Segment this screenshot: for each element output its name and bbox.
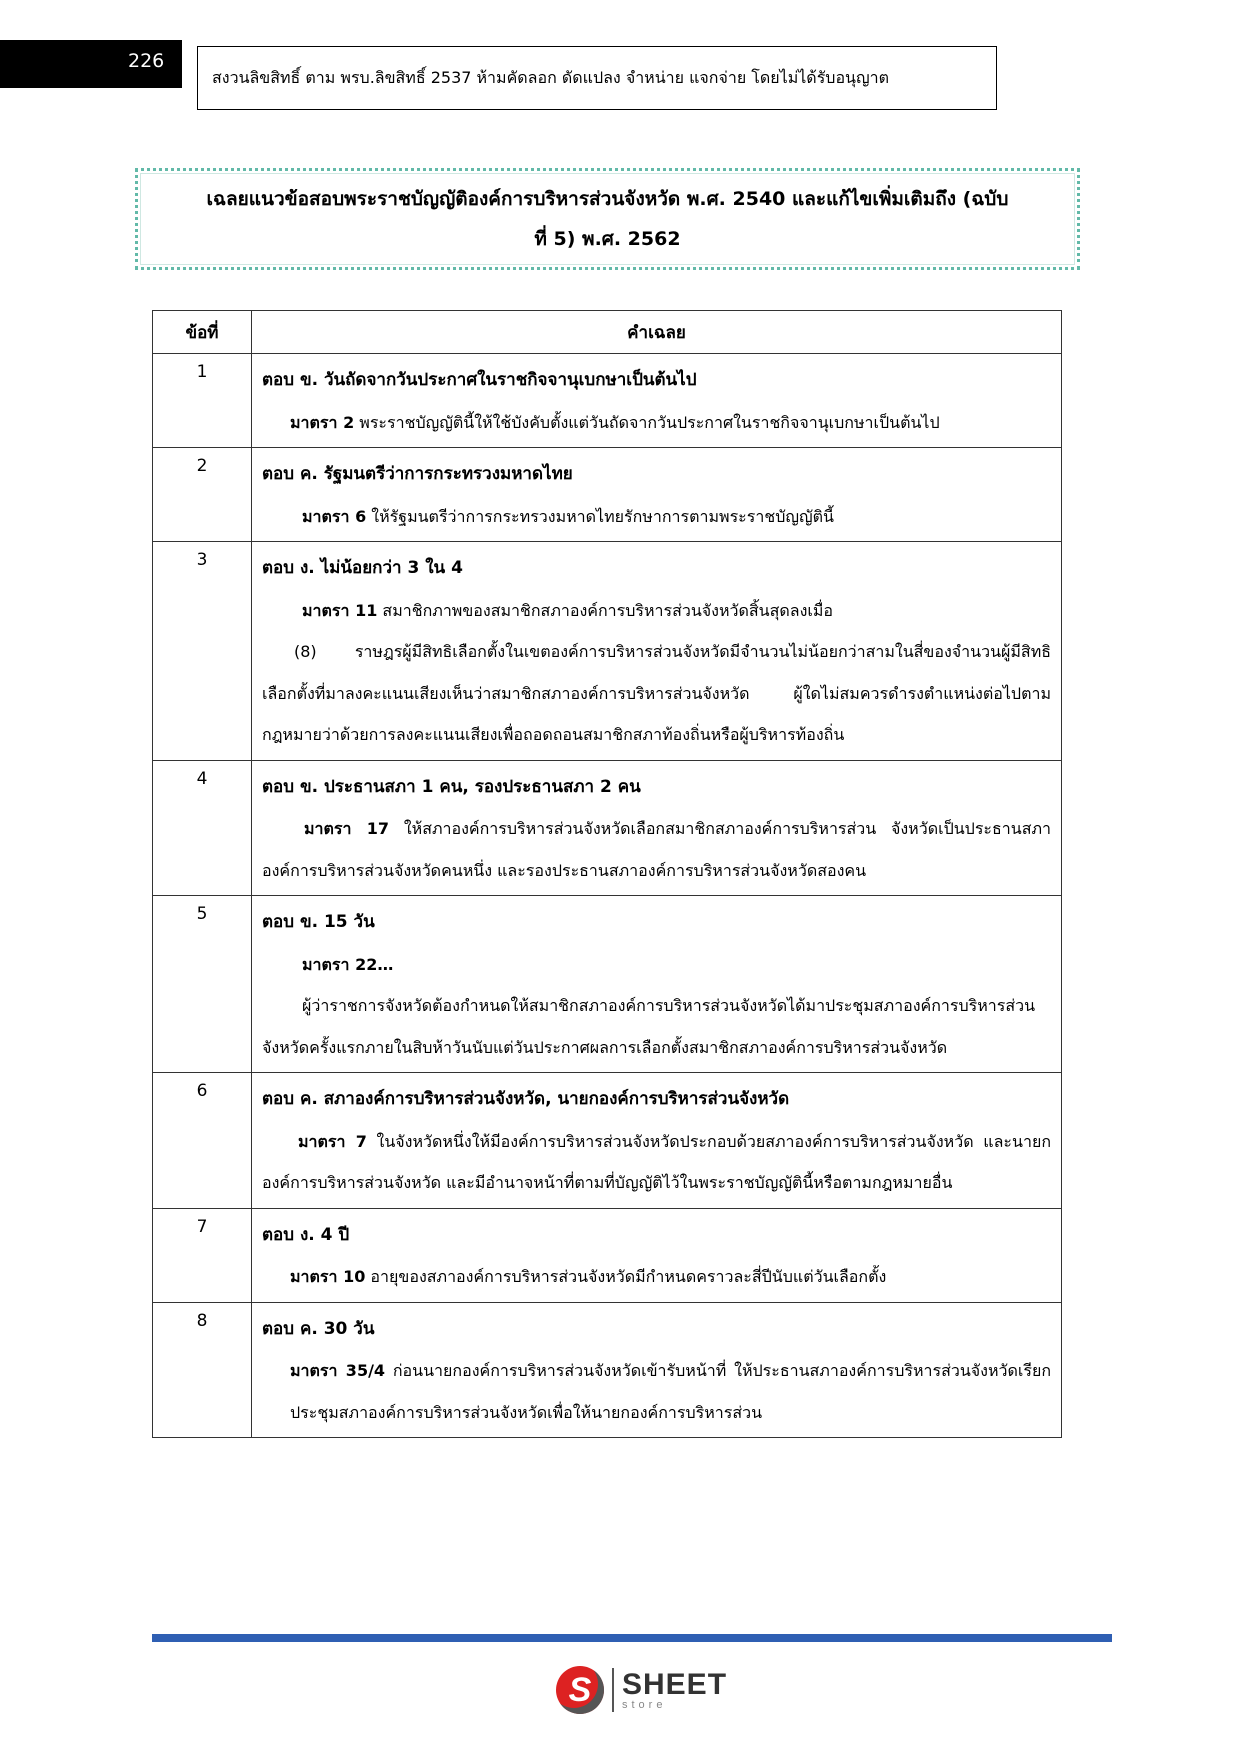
row-number: 1 — [153, 354, 252, 448]
row-number: 3 — [153, 542, 252, 761]
section-ref: มาตรา 10 — [290, 1267, 366, 1286]
row-content — [252, 448, 1062, 542]
answer-choice: ตอบ ค. รัฐมนตรีว่าการกระทรวงมหาดไทย — [262, 464, 573, 484]
explanation — [262, 944, 1051, 986]
table-row — [153, 1208, 1062, 1302]
page-number-tab — [0, 40, 182, 88]
row-number: 8 — [153, 1302, 252, 1438]
table-row — [153, 448, 1062, 542]
section-text: อายุของสภาองค์การบริหารส่วนจังหวัดมีกำหนดคราวละสี่ปีนับแต่วันเลือกตั้ง — [365, 1267, 887, 1286]
explanation — [262, 1121, 1051, 1204]
row-number: 2 — [153, 448, 252, 542]
section-ref: มาตรา 2 — [290, 412, 355, 432]
table-row — [153, 542, 1062, 761]
row-number: 6 — [153, 1073, 252, 1209]
sheet-store-logo — [556, 1662, 736, 1718]
explanation — [262, 808, 1051, 891]
row-number: 4 — [153, 760, 252, 896]
explanation — [262, 590, 1051, 632]
copyright-notice: สงวนลิขสิทธิ์ ตาม พรบ.ลิขสิทธิ์ 2537 ห้ามคัดลอก ดัดแปลง จำหน่าย แจกจ่าย โดยไม่ได้รับอนุญาต — [197, 46, 997, 110]
answer-choice: ตอบ ง. ไม่น้อยกว่า 3 ใน 4 — [262, 558, 463, 578]
footer-rule — [152, 1634, 1112, 1642]
section-text: ในจังหวัดหนึ่งให้มีองค์การบริหารส่วนจังหวัดประกอบด้วยสภาองค์การบริหารส่วนจังหวัด และนายกองค์การบริหารส่วนจังหวัด และมีอำนาจหน้าที่ตามที่บัญญัติไว้ในพระราชบัญญัตินี้หรือตามกฎหมายอื่น — [262, 1131, 1052, 1192]
table-row — [153, 1302, 1062, 1438]
logo-sub-text: store — [622, 1698, 667, 1711]
answer-choice: ตอบ ข. ประธานสภา 1 คน, รองประธานสภา 2 คน — [262, 776, 641, 797]
row-number: 5 — [153, 896, 252, 1073]
row-content — [252, 354, 1062, 448]
row-content — [252, 1302, 1062, 1438]
title-frame — [135, 168, 1080, 270]
table-row — [153, 354, 1062, 448]
row-content — [252, 1073, 1062, 1209]
logo-main-text: SHEET — [622, 1667, 728, 1701]
table-row — [153, 896, 1062, 1073]
section-text: สมาชิกภาพของสมาชิกสภาองค์การบริหารส่วนจังหวัดสิ้นสุดลงเมื่อ — [377, 600, 834, 620]
logo-s-icon: S — [556, 1666, 604, 1714]
section-ref: มาตรา 35/4 — [290, 1361, 386, 1380]
logo-wordmark — [622, 1667, 728, 1711]
section-clause: (8) ราษฎรผู้มีสิทธิเลือกตั้งในเขตองค์การบริหารส่วนจังหวัดมีจำนวนไม่น้อยกว่าสามในสี่ของจำนวนผู้มีสิทธิเลือกตั้งที่มาลงคะแนนเสียงเห็นว่าสมาชิกสภาองค์การบริหารส่วนจังหวัด ผู้ใดไม่สมควรดำรงตำแหน่งต่อไปตามกฎหมายว่าด้วยการลงคะแนนเสียงเพื่อถอดถอนสมาชิกสภาท้องถิ่นหรือผู้บริหารท้องถิ่น — [262, 642, 1051, 744]
section-clause: ผู้ว่าราชการจังหวัดต้องกำหนดให้สมาชิกสภาองค์การบริหารส่วนจังหวัดได้มาประชุมสภาองค์การบริหารส่วนจังหวัดครั้งแรกภายในสิบห้าวันนับแต่วันประกาศผลการเลือกตั้งสมาชิกสภาองค์การบริหารส่วนจังหวัด — [262, 996, 1036, 1057]
section-ref: มาตรา 7 — [298, 1131, 367, 1151]
row-number: 7 — [153, 1208, 252, 1302]
row-content — [252, 896, 1062, 1073]
page-title: เฉลยแนวข้อสอบพระราชบัญญัติองค์การบริหารส่วนจังหวัด พ.ศ. 2540 และแก้ไขเพิ่มเติมถึง (ฉบับ ที่ 5) พ.ศ. 2562 — [206, 188, 1009, 250]
logo-divider — [612, 1668, 614, 1712]
section-ref: มาตรา 22… — [302, 954, 394, 974]
row-content — [252, 760, 1062, 896]
row-content — [252, 1208, 1062, 1302]
section-ref: มาตรา 11 — [302, 600, 378, 620]
table-header-row — [153, 311, 1062, 354]
explanation — [262, 1350, 1051, 1433]
answer-choice: ตอบ ค. 30 วัน — [262, 1318, 375, 1339]
row-content — [252, 542, 1062, 761]
table-row — [153, 1073, 1062, 1209]
explanation — [262, 1256, 1051, 1298]
answer-choice: ตอบ ข. วันถัดจากวันประกาศในราชกิจจานุเบกษาเป็นต้นไป — [262, 370, 697, 390]
section-text: ก่อนนายกองค์การบริหารส่วนจังหวัดเข้ารับหน้าที่ ให้ประธานสภาองค์การบริหารส่วนจังหวัดเรียกประชุมสภาองค์การบริหารส่วนจังหวัดเพื่อให้นายกองค์การบริหารส่วน — [290, 1361, 1051, 1422]
section-text: พระราชบัญญัตินี้ให้ใช้บังคับตั้งแต่วันถัดจากวันประกาศในราชกิจจานุเบกษาเป็นต้นไป — [354, 412, 940, 432]
answer-choice: ตอบ ข. 15 วัน — [262, 912, 375, 932]
answer-table — [152, 310, 1062, 1438]
column-header-answer: คำเฉลย — [252, 311, 1062, 354]
explanation — [262, 496, 1051, 538]
column-header-no: ข้อที่ — [153, 311, 252, 354]
table-row — [153, 760, 1062, 896]
explanation — [262, 402, 1051, 444]
section-text: ให้สภาองค์การบริหารส่วนจังหวัดเลือกสมาชิกสภาองค์การบริหารส่วน จังหวัดเป็นประธานสภาองค์การบริหารส่วนจังหวัดคนหนึ่ง และรองประธานสภาองค์การบริหารส่วนจังหวัดสองคน — [262, 819, 1051, 880]
answer-choice: ตอบ ค. สภาองค์การบริหารส่วนจังหวัด, นายกองค์การบริหารส่วนจังหวัด — [262, 1089, 790, 1109]
answer-choice: ตอบ ง. 4 ปี — [262, 1224, 350, 1245]
section-text: ให้รัฐมนตรีว่าการกระทรวงมหาดไทยรักษาการตามพระราชบัญญัตินี้ — [366, 506, 834, 526]
section-ref: มาตรา 6 — [302, 506, 367, 526]
page-number: 226 — [128, 50, 165, 72]
section-ref: มาตรา 17 — [304, 819, 390, 838]
